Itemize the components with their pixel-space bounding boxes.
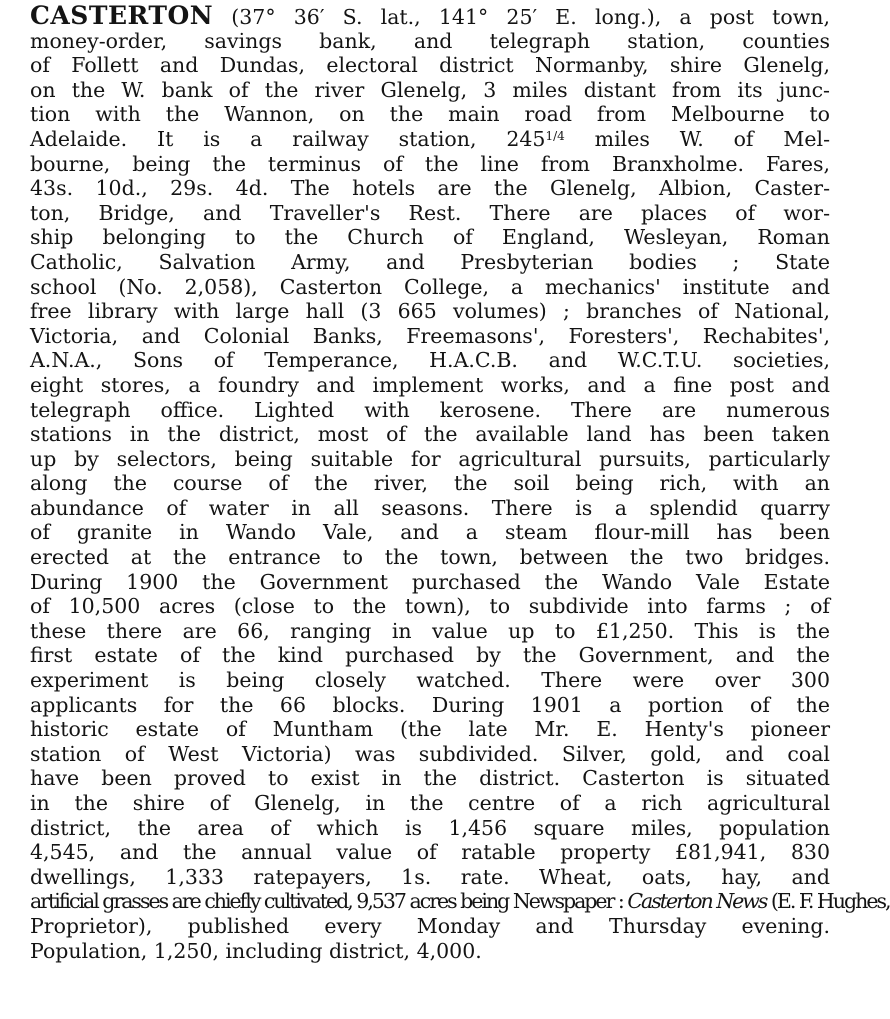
text-line: stations in the district, most of the available land has been taken (30, 422, 830, 447)
text-line: experiment is being closely watched. There were over 300 (30, 668, 830, 693)
newspaper-label: Newspaper : (508, 889, 628, 914)
entry-heading: CASTERTON (30, 1, 214, 30)
text-line: in the shire of Glenelg, in the centre of a rich agricultural (30, 791, 830, 815)
text-line: of Follett and Dundas, electoral district Normanby, shire Glenelg, (30, 53, 830, 78)
text-line: ship belonging to the Church of England, Wesleyan, Roman (30, 225, 830, 250)
text-line: A.N.A., Sons of Temperance, H.A.C.B. and W.C.T.U. societies, (30, 348, 830, 373)
text-line: station of West Victoria) was subdivided. Silver, gold, and coal (30, 741, 830, 766)
text-line: along the course of the river, the soil being rich, with an (30, 471, 830, 496)
text-line: During 1900 the Government purchased the Wando Vale Estate (30, 569, 830, 594)
cultivation-text: artificial grasses are chiefly cultivated, 9,537 acres being (30, 889, 509, 914)
railway-text: Adelaide. It is a railway station, 245 (30, 126, 546, 151)
fraction-quarter: 1/4 (545, 128, 565, 143)
text-line: of granite in Wando Vale, and a steam flour-mill has been (30, 520, 830, 545)
text-line: first estate of the kind purchased by the Government, and the (30, 643, 830, 668)
text-line: historic estate of Muntham (the late Mr. E. Henty's pioneer (30, 717, 830, 742)
text-line: ton, Bridge, and Traveller's Rest. There are places of wor- (30, 200, 830, 225)
text-line: abundance of water in all seasons. There is a splendid quarry (30, 495, 830, 520)
text-line: 4,545, and the annual value of ratable property £81,941, 830 (30, 840, 830, 865)
population-line: Population, 1,250, including district, 4,000. (30, 938, 482, 963)
text-line: dwellings, 1,333 ratepayers, 1s. rate. Wheat, oats, hay, and (30, 864, 830, 889)
text-line: district, the area of which is 1,456 square miles, population (30, 815, 830, 840)
newspaper-proprietor: (E. F. Hughes, (766, 889, 890, 914)
text-line: erected at the entrance to the town, between the two bridges. (30, 545, 830, 570)
gazetteer-entry (30, 1, 890, 963)
text-line (30, 889, 890, 914)
text-line: free library with large hall (3 665 volumes) ; branches of National, (30, 299, 830, 324)
text-line: Victoria, and Colonial Banks, Freemasons', Foresters', Rechabites', (30, 323, 830, 348)
text-line: up by selectors, being suitable for agricultural pursuits, particularly (30, 446, 830, 471)
text-line: Proprietor), published every Monday and Thursday evening. (30, 913, 830, 938)
text-line: Catholic, Salvation Army, and Presbyterian bodies ; State (30, 249, 830, 274)
text-line (30, 1, 830, 30)
coordinates-text: (37° 36′ S. lat., 141° 25′ E. long.), a post town, (213, 5, 830, 29)
text-line: these there are 66, ranging in value up to £1,250. This is the (30, 618, 830, 643)
text-line: of 10,500 acres (close to the town), to subdivide into farms ; of (30, 594, 830, 619)
text-line: tion with the Wannon, on the main road from Melbourne to (30, 102, 830, 127)
text-line: school (No. 2,058), Casterton College, a mechanics' institute and (30, 274, 830, 299)
text-line: on the W. bank of the river Glenelg, 3 miles distant from its junc- (30, 77, 830, 102)
text-line: money-order, savings bank, and telegraph station, counties (30, 28, 830, 53)
text-line: bourne, being the terminus of the line from Branxholme. Fares, (30, 151, 830, 176)
text-line: 43s. 10d., 29s. 4d. The hotels are the Glenelg, Albion, Caster- (30, 176, 830, 201)
railway-text-end: miles W. of Mel- (564, 126, 830, 151)
text-line: have been proved to exist in the district. Casterton is situated (30, 766, 830, 791)
text-line (30, 127, 830, 152)
text-line: applicants for the 66 blocks. During 1901 a portion of the (30, 692, 830, 717)
text-line: telegraph office. Lighted with kerosene. There are numerous (30, 397, 830, 422)
text-line: eight stores, a foundry and implement works, and a fine post and (30, 372, 830, 397)
newspaper-name: Casterton News (627, 889, 767, 914)
